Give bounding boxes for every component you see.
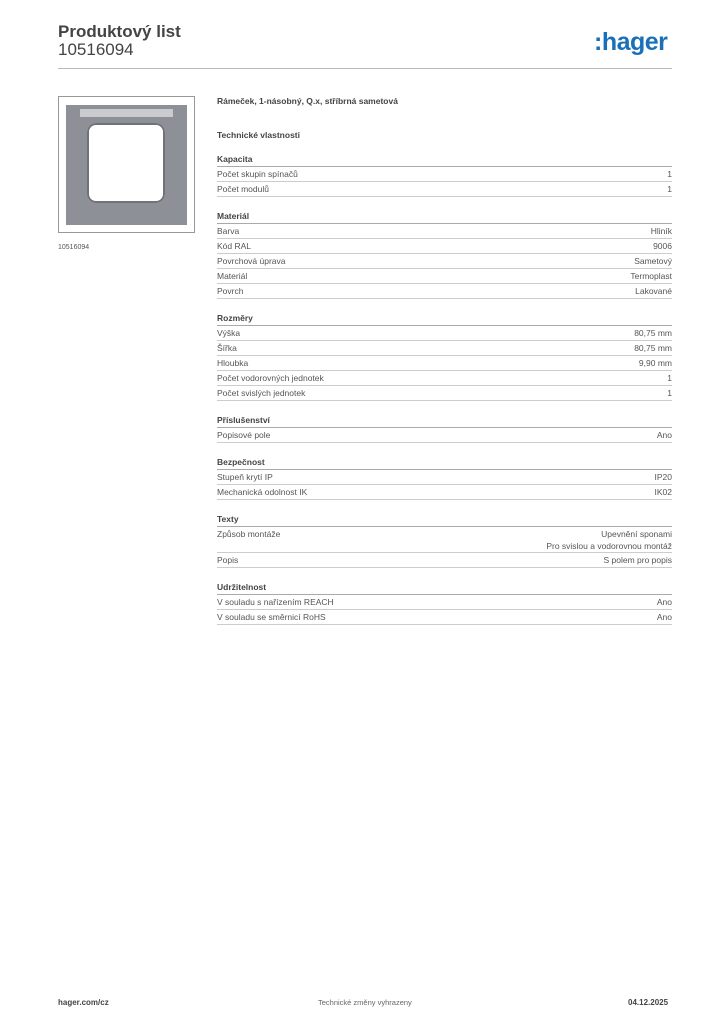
spec-value: 80,75 mm [634,343,672,353]
spec-label: Povrchová úprava [217,256,286,266]
spec-value: Sametový [634,256,672,266]
spec-label: Stupeň krytí IP [217,472,273,482]
spec-value: Ano [656,597,672,607]
spec-row [217,470,672,485]
spec-section [217,582,672,625]
spec-value: Lakované [635,286,672,296]
header-divider [58,68,672,69]
spec-value: 1 [667,169,672,179]
spec-row [217,428,672,443]
spec-row [217,341,672,356]
spec-value: Termoplast [630,271,672,281]
hager-logo: :hager [594,28,668,56]
spec-row [217,356,672,371]
spec-value: 1 [667,373,672,383]
spec-value: 80,75 mm [634,328,672,338]
spec-row [217,371,672,386]
spec-value: 1 [667,184,672,194]
spec-row [217,485,672,500]
spec-value: IP20 [654,472,672,482]
product-number: 10516094 [58,40,134,59]
spec-label: Hloubka [217,358,249,368]
spec-value: IK02 [654,487,672,497]
spec-value: 1 [667,388,672,398]
image-caption: 10516094 [58,244,90,251]
footer-note: Technické změny vyhrazeny [318,998,412,1007]
spec-value: 9006 [653,241,672,251]
spec-value: Upevnění sponami Pro svislou a vodorovnou montáž [546,529,672,551]
spec-row [217,326,672,341]
spec-row [217,224,672,239]
spec-value: 9,90 mm [638,358,672,368]
spec-row [217,284,672,299]
spec-label: Počet svislých jednotek [217,388,306,398]
spec-row [217,254,672,269]
spec-section [217,457,672,500]
spec-row [217,527,672,553]
spec-label: Šířka [217,343,237,353]
section-title: Kapacita [217,154,672,167]
spec-label: Popisové pole [217,430,271,440]
spec-section [217,514,672,568]
spec-section [217,211,672,299]
section-title: Bezpečnost [217,457,672,470]
frame-picture [66,105,187,225]
spec-content [217,96,672,625]
spec-row [217,553,672,568]
section-title: Příslušenství [217,415,672,428]
product-name: Rámeček, 1-násobný, Q.x, stříbrná sametová [217,96,398,106]
spec-section [217,313,672,401]
spec-label: Barva [217,226,240,236]
page-title: Produktový list [58,22,181,41]
spec-sections [217,154,672,625]
spec-label: Materiál [217,271,248,281]
spec-value: S polem pro popis [603,555,672,565]
spec-section [217,415,672,443]
spec-label: Kód RAL [217,241,252,251]
spec-row [217,239,672,254]
footer-website[interactable]: hager.com/cz [58,998,109,1007]
spec-value: Ano [656,612,672,622]
spec-row [217,595,672,610]
spec-row [217,269,672,284]
spec-label: Výška [217,328,241,338]
spec-section [217,154,672,197]
spec-label: Povrch [217,286,244,296]
spec-label: Mechanická odolnost IK [217,487,308,497]
section-title: Materiál [217,211,672,224]
spec-label: V souladu se směrnicí RoHS [217,612,326,622]
spec-label: Způsob montáže [217,529,281,539]
spec-row [217,610,672,625]
spec-row [217,182,672,197]
product-image [58,96,195,233]
spec-row [217,386,672,401]
spec-label: Počet modulů [217,184,269,194]
spec-value: Hliník [650,226,672,236]
spec-value: Ano [656,430,672,440]
tech-properties-title: Technické vlastnosti [217,130,300,140]
spec-label: V souladu s nařízením REACH [217,597,334,607]
section-title: Udržitelnost [217,582,672,595]
spec-label: Počet skupin spínačů [217,169,298,179]
spec-label: Popis [217,555,239,565]
spec-label: Počet vodorovných jednotek [217,373,324,383]
spec-row [217,167,672,182]
footer-date: 04.12.2025 [628,998,669,1007]
section-title: Texty [217,514,672,527]
section-title: Rozměry [217,313,672,326]
